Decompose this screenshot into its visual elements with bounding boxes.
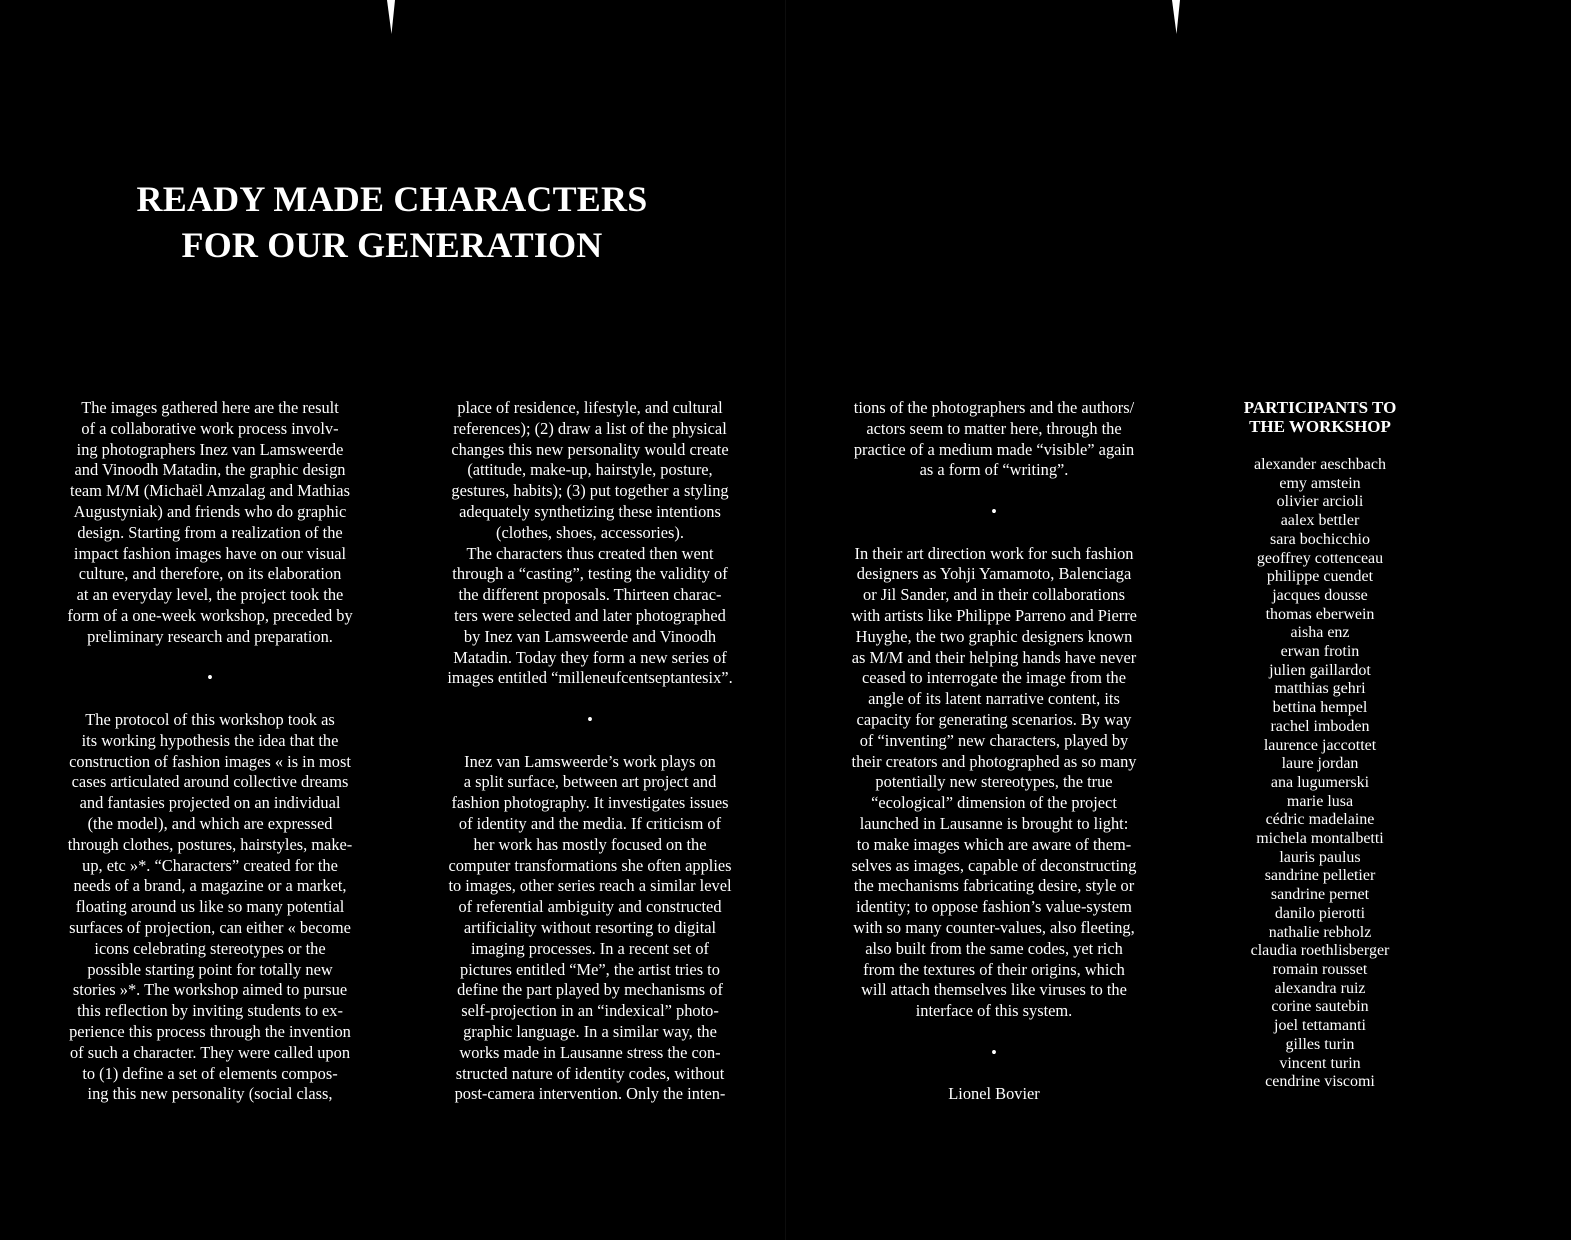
text-line: ters were selected and later photographed (454, 605, 726, 625)
participants-heading-line-1: PARTICIPANTS TO (1243, 398, 1397, 417)
text-line: gestures, habits); (3) put together a styling (451, 481, 729, 501)
participant-name: cédric madelaine (1265, 811, 1375, 829)
participant-name: corine sautebin (1271, 998, 1369, 1016)
text-line: designers as Yohji Yamamoto, Balenciaga (856, 564, 1132, 584)
paragraph-gap (430, 689, 750, 710)
text-line: of referential ambiguity and constructed (458, 897, 722, 917)
text-line: to make images which are aware of them- (856, 834, 1132, 854)
participant-name: claudia roethlisberger (1250, 942, 1390, 960)
page-title (92, 176, 692, 268)
text-line: tions of the photographers and the authors/ (853, 398, 1135, 417)
participant-name: matthias gehri (1274, 680, 1366, 698)
text-line: of a collaborative work process involv- (81, 418, 339, 438)
text-line: images entitled “milleneufcentseptantesix”. (447, 668, 733, 688)
text-line: impact fashion images have on our visual (73, 543, 347, 563)
text-line: Lionel Bovier (948, 1084, 1040, 1104)
text-line: stories »*. The workshop aimed to pursue (72, 980, 348, 1000)
participant-name: cendrine viscomi (1265, 1073, 1375, 1091)
participant-name: romain rousset (1272, 960, 1368, 978)
participant-name: gilles turin (1285, 1035, 1355, 1053)
paragraph-gap (50, 689, 370, 710)
section-bullet: • (587, 709, 593, 729)
text-line: its working hypothesis the idea that the (81, 730, 339, 750)
participant-name: alexandra ruiz (1274, 979, 1366, 997)
text-line: cases articulated around collective dreams (71, 772, 349, 792)
participant-name: jacques dousse (1272, 586, 1368, 604)
title-line-1: READY MADE CHARACTERS (136, 179, 648, 219)
text-line: post-camera intervention. Only the inten- (454, 1084, 726, 1104)
text-line: construction of fashion images « is in most (69, 751, 351, 771)
text-line: through clothes, postures, hairstyles, make- (67, 834, 353, 854)
text-line: references); (2) draw a list of the physical (453, 418, 727, 438)
participant-name: laurence jaccottet (1263, 736, 1377, 754)
text-line: floating around us like so many potential (75, 897, 345, 917)
text-line: ing photographers Inez van Lamsweerde (76, 439, 344, 459)
text-line: interface of this system. (915, 1001, 1073, 1021)
text-line: culture, and therefore, on its elaboration (78, 564, 342, 584)
participants-list (1220, 398, 1420, 1092)
text-line: practice of a medium made “visible” again (853, 439, 1135, 459)
text-line: team M/M (Michaël Amzalag and Mathias (70, 481, 350, 501)
participant-name: julien gaillardot (1269, 661, 1371, 679)
text-line: The characters thus created then went (466, 543, 714, 563)
participant-name: ana lugumerski (1270, 773, 1370, 791)
text-line: selves as images, capable of deconstructing (851, 855, 1137, 875)
paragraph-gap (50, 648, 370, 669)
text-line: (attitude, make-up, hairstyle, posture, (467, 460, 713, 480)
text-line: preliminary research and preparation. (87, 626, 333, 646)
participant-name: danilo pierotti (1274, 904, 1366, 922)
text-line: with artists like Philippe Parreno and Pierre (851, 605, 1137, 625)
title-line-2: FOR OUR GENERATION (181, 225, 603, 265)
text-line: her work has mostly focused on the (473, 834, 707, 854)
participant-name: sara bochicchio (1270, 530, 1370, 548)
participant-name: geoffrey cottenceau (1256, 549, 1384, 567)
section-bullet: • (991, 1042, 997, 1062)
participant-name: sandrine pernet (1270, 886, 1370, 904)
text-line: of such a character. They were called upon (69, 1042, 351, 1062)
text-line: capacity for generating scenarios. By way (856, 709, 1132, 729)
text-line: artificiality without resorting to digital (463, 917, 717, 937)
participant-names (1220, 456, 1420, 1092)
participant-name: olivier arcioli (1276, 493, 1364, 511)
text-line: the mechanisms fabricating desire, style or (853, 876, 1135, 896)
section-bullet: • (991, 501, 997, 521)
text-column-2 (430, 398, 750, 1105)
text-line: form of a one-week workshop, preceded by (67, 605, 353, 625)
participant-name: michela montalbetti (1256, 830, 1384, 848)
text-line: by Inez van Lamsweerde and Vinoodh (463, 626, 717, 646)
text-line: as M/M and their helping hands have never (851, 647, 1137, 667)
participant-name: laure jordan (1281, 755, 1359, 773)
text-line: icons celebrating stereotypes or the (94, 938, 326, 958)
text-line: and Vinoodh Matadin, the graphic design (74, 460, 346, 480)
participant-name: aisha enz (1290, 624, 1350, 642)
paragraph-gap (834, 523, 1154, 544)
text-line: changes this new personality would create (451, 439, 729, 459)
text-line: from the textures of their origins, which (863, 959, 1125, 979)
text-line: pictures entitled “Me”, the artist tries to (460, 959, 720, 979)
participants-heading-line-2: THE WORKSHOP (1249, 417, 1391, 436)
participant-name: aalex bettler (1280, 512, 1360, 530)
text-line: needs of a brand, a magazine or a market, (73, 876, 347, 896)
text-line: Matadin. Today they form a new series of (453, 647, 727, 667)
fang-right-icon (1171, 0, 1181, 36)
text-line: graphic language. In a similar way, the (463, 1021, 717, 1041)
participant-name: joel tettamanti (1274, 1017, 1366, 1035)
text-line: (clothes, shoes, accessories). (496, 522, 684, 542)
text-line: fashion photography. It investigates issues (451, 793, 729, 813)
text-line: perience this process through the invention (69, 1021, 351, 1041)
participant-name: vincent turin (1279, 1054, 1361, 1072)
participant-name: bettina hempel (1272, 699, 1368, 717)
text-line: In their art direction work for such fashion (854, 543, 1134, 563)
participant-name: sandrine pelletier (1264, 867, 1376, 885)
text-column-1 (50, 398, 370, 1105)
text-line: ing this new personality (social class, (87, 1084, 333, 1104)
text-line: potentially new stereotypes, the true (875, 772, 1113, 792)
paragraph-gap (834, 481, 1154, 502)
participant-name: emy amstein (1279, 474, 1361, 492)
text-line: their creators and photographed as so many (851, 751, 1137, 771)
text-line: to (1) define a set of elements compos- (82, 1063, 338, 1083)
section-bullet: • (207, 668, 213, 688)
text-line: Huyghe, the two graphic designers known (855, 626, 1133, 646)
text-line: will attach themselves like viruses to the (861, 980, 1127, 1000)
text-line: of “inventing” new characters, played by (859, 730, 1129, 750)
paragraph-gap (834, 1064, 1154, 1085)
text-line: surfaces of projection, can either « become (69, 917, 351, 937)
text-line: actors seem to matter here, through the (866, 418, 1122, 438)
participant-name: alexander aeschbach (1254, 456, 1386, 473)
text-line: angle of its latent narrative content, its (868, 689, 1120, 709)
text-line: ceased to interrogate the image from the (862, 668, 1126, 688)
paragraph-gap (834, 1022, 1154, 1043)
text-line: a split surface, between art project and (463, 772, 717, 792)
text-line: possible starting point for totally new (87, 959, 333, 979)
text-line: Inez van Lamsweerde’s work plays on (464, 751, 716, 771)
text-line: to images, other series reach a similar level (448, 876, 732, 896)
text-line: (the model), and which are expressed (87, 813, 333, 833)
text-line: also built from the same codes, yet rich (865, 938, 1123, 958)
text-line: structed nature of identity codes, without (455, 1063, 725, 1083)
text-line: computer transformations she often applies (448, 855, 732, 875)
text-line: launched in Lausanne is brought to light: (859, 813, 1129, 833)
text-line: at an everyday level, the project took the (76, 585, 344, 605)
participant-name: philippe cuendet (1266, 568, 1374, 586)
text-line: The images gathered here are the result (81, 398, 339, 417)
text-line: place of residence, lifestyle, and cultural (457, 398, 723, 417)
participant-name: lauris paulus (1279, 848, 1361, 866)
text-line: or Jil Sander, and in their collaborations (863, 585, 1125, 605)
text-line: works made in Lausanne stress the con- (459, 1042, 721, 1062)
text-line: of identity and the media. If criticism of (458, 813, 722, 833)
text-line: self-projection in an “indexical” photo- (461, 1001, 719, 1021)
paragraph-gap (430, 731, 750, 752)
text-line: The protocol of this workshop took as (85, 709, 335, 729)
text-line: as a form of “writing”. (919, 460, 1069, 480)
text-column-3 (834, 398, 1154, 1105)
page-fold (785, 0, 786, 1240)
participant-name: nathalie rebholz (1268, 923, 1372, 941)
text-line: identity; to oppose fashion’s value-system (856, 897, 1132, 917)
participant-name: thomas eberwein (1265, 605, 1375, 623)
text-line: through a “casting”, testing the validity of (452, 564, 728, 584)
participant-name: rachel imboden (1270, 717, 1370, 735)
fang-left-icon (386, 0, 396, 36)
text-line: this reflection by inviting students to ex- (77, 1001, 343, 1021)
text-line: adequately synthetizing these intentions (459, 501, 721, 521)
text-line: up, etc »*. “Characters” created for the (82, 855, 338, 875)
participants-spacer (1220, 436, 1420, 456)
participant-name: marie lusa (1286, 792, 1354, 810)
participant-name: erwan frotin (1280, 643, 1360, 661)
text-line: design. Starting from a realization of the (77, 522, 343, 542)
text-line: and fantasies projected on an individual (79, 793, 341, 813)
text-line: imaging processes. In a recent set of (470, 938, 710, 958)
text-line: define the part played by mechanisms of (457, 980, 723, 1000)
text-line: the different proposals. Thirteen charac- (458, 585, 722, 605)
text-line: “ecological” dimension of the project (871, 793, 1117, 813)
text-line: Augustyniak) and friends who do graphic (73, 501, 347, 521)
text-line: with so many counter-values, also fleeting, (853, 917, 1135, 937)
